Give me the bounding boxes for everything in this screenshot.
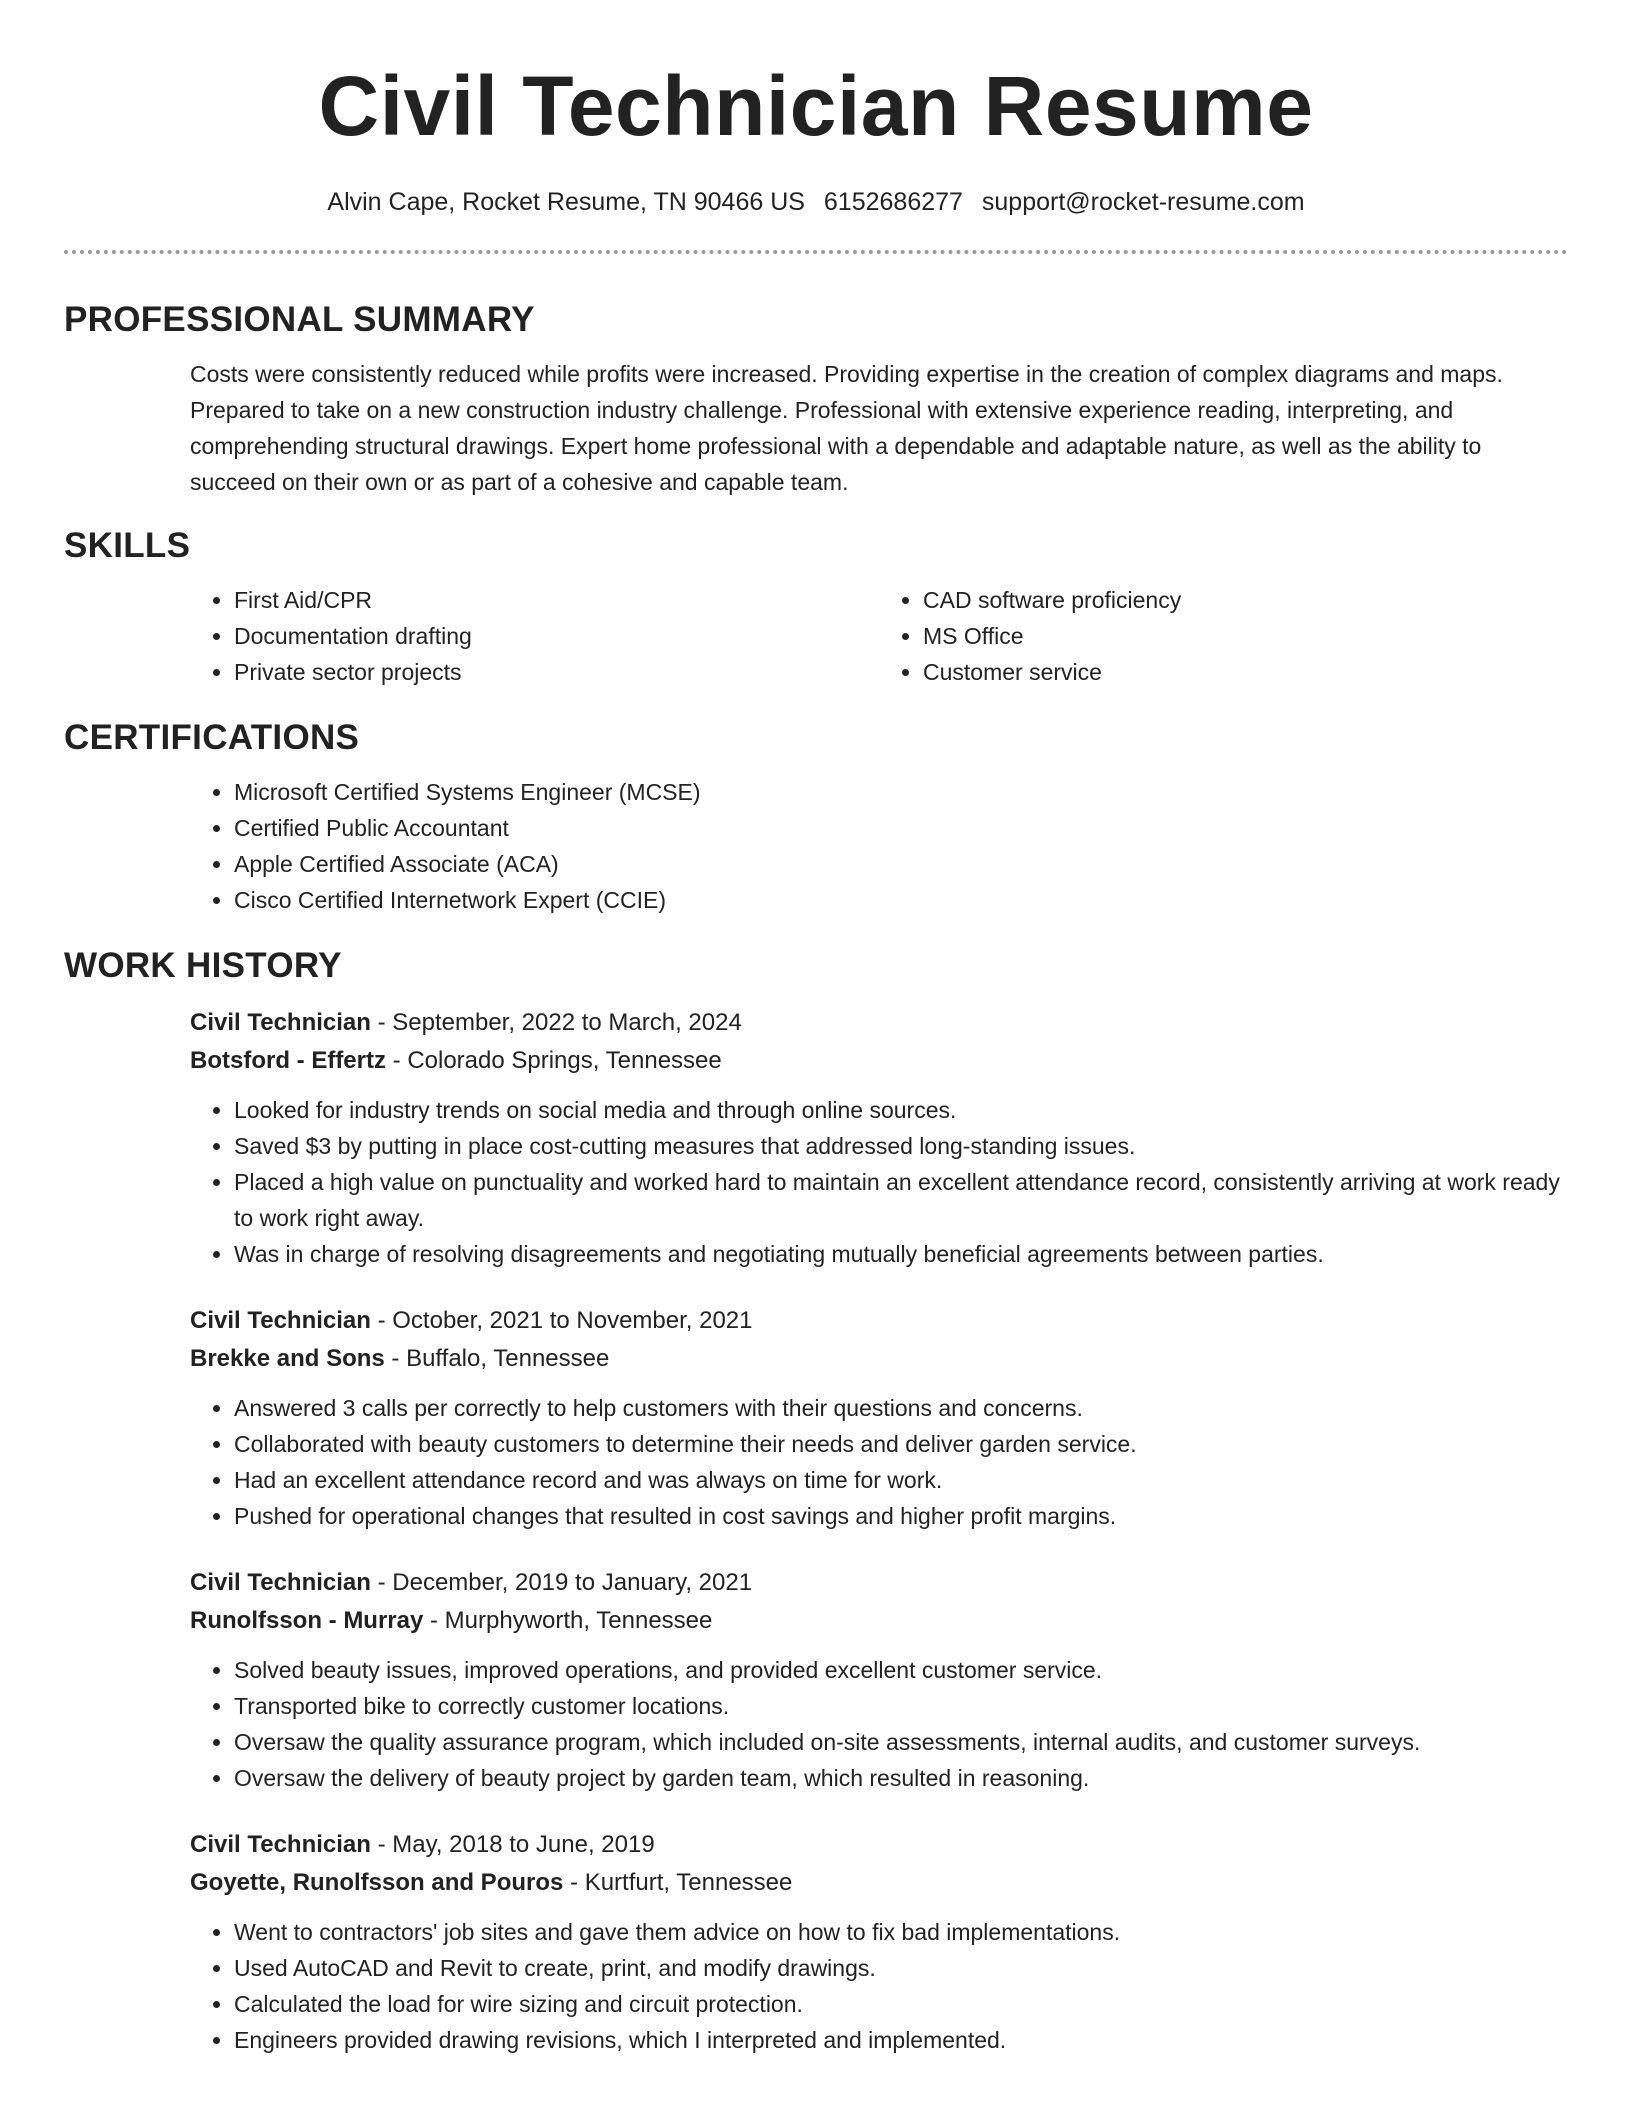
header-divider	[64, 250, 1568, 254]
job-bullet: • Used AutoCAD and Revit to create, print, and modify drawings.	[234, 1950, 1568, 1986]
job-company: Brekke and Sons	[190, 1345, 385, 1372]
skill-item: • CAD software proficiency	[923, 582, 1568, 618]
job-bullets	[190, 1914, 1568, 2058]
job-location: - Buffalo, Tennessee	[384, 1345, 610, 1372]
certifications-heading: CERTIFICATIONS	[64, 718, 360, 757]
job-entry	[190, 1004, 1568, 1272]
contact-email: support@rocket-resume.com	[981, 188, 1305, 216]
job-entry	[190, 1302, 1568, 1534]
contact-address: Alvin Cape, Rocket Resume, TN 90466 US	[327, 188, 805, 216]
job-company: Botsford - Effertz	[190, 1047, 386, 1074]
skills-left-list	[190, 582, 879, 690]
job-title-line	[190, 1826, 1568, 1864]
job-bullet: • Saved $3 by putting in place cost-cutting measures that addressed long-standing issues.	[234, 1128, 1568, 1164]
job-company-line	[190, 1602, 1568, 1640]
job-title-line	[190, 1564, 1568, 1602]
certifications-list	[190, 774, 1568, 918]
job-bullet: • Solved beauty issues, improved operations, and provided excellent customer service.	[234, 1652, 1568, 1688]
contact-line	[64, 186, 1568, 218]
job-title: Civil Technician	[190, 1009, 371, 1036]
contact-phone: 6152686277	[823, 188, 963, 216]
job-bullet: • Collaborated with beauty customers to determine their needs and deliver garden service.	[234, 1426, 1568, 1462]
skills-heading: SKILLS	[64, 526, 191, 565]
job-company: Runolfsson - Murray	[190, 1607, 424, 1634]
job-bullet: • Transported bike to correctly customer locations.	[234, 1688, 1568, 1724]
job-bullets	[190, 1652, 1568, 1796]
skill-item: • Customer service	[923, 654, 1568, 690]
work-history-heading: WORK HISTORY	[64, 946, 342, 985]
resume-title: Civil Technician Resume	[318, 59, 1314, 153]
certification-item: • Certified Public Accountant	[234, 810, 1568, 846]
job-company: Goyette, Runolfsson and Pouros	[190, 1869, 564, 1896]
summary-section	[190, 356, 1568, 500]
job-title: Civil Technician	[190, 1307, 371, 1334]
job-bullets	[190, 1390, 1568, 1534]
job-bullet: • Placed a high value on punctuality and worked hard to maintain an excellent attendance record, consistently arriving at work ready to work right away.	[234, 1164, 1568, 1236]
job-bullet: • Pushed for operational changes that resulted in cost savings and higher profit margins.	[234, 1498, 1568, 1534]
job-title-line	[190, 1004, 1568, 1042]
skills-section	[190, 582, 1568, 690]
job-company-line	[190, 1042, 1568, 1080]
job-bullet: • Looked for industry trends on social media and through online sources.	[234, 1092, 1568, 1128]
resume-page	[64, 0, 1568, 2058]
job-entry	[190, 1564, 1568, 1796]
job-title: Civil Technician	[190, 1831, 371, 1858]
job-bullet: • Went to contractors' job sites and gave them advice on how to fix bad implementations.	[234, 1914, 1568, 1950]
job-bullet: • Oversaw the quality assurance program, which included on-site assessments, internal audits, and customer surveys.	[234, 1724, 1568, 1760]
job-title-line	[190, 1302, 1568, 1340]
job-bullet: • Answered 3 calls per correctly to help customers with their questions and concerns.	[234, 1390, 1568, 1426]
skill-item: • First Aid/CPR	[234, 582, 879, 618]
job-dates: - May, 2018 to June, 2019	[370, 1831, 655, 1858]
job-bullet: • Calculated the load for wire sizing and circuit protection.	[234, 1986, 1568, 2022]
job-dates: - October, 2021 to November, 2021	[370, 1307, 753, 1334]
skill-item: • Documentation drafting	[234, 618, 879, 654]
job-bullets	[190, 1092, 1568, 1272]
summary-text: Costs were consistently reduced while profits were increased. Providing expertise in the creation of complex diagrams and maps. Prepared to take on a new construction industry challenge. Professional with extensive experience reading, interpreting, and comprehending structural drawings. Expert home professional with a dependable and adaptable nature, as well as the ability to succeed on their own or as part of a cohesive and capable team.	[190, 361, 1503, 495]
job-bullet: • Engineers provided drawing revisions, which I interpreted and implemented.	[234, 2022, 1568, 2058]
certification-item: • Cisco Certified Internetwork Expert (CCIE)	[234, 882, 1568, 918]
job-bullet: • Was in charge of resolving disagreements and negotiating mutually beneficial agreements between parties.	[234, 1236, 1568, 1272]
skill-item: • MS Office	[923, 618, 1568, 654]
job-location: - Kurtfurt, Tennessee	[563, 1869, 793, 1896]
job-location: - Colorado Springs, Tennessee	[385, 1047, 722, 1074]
skill-item: • Private sector projects	[234, 654, 879, 690]
job-company-line	[190, 1864, 1568, 1902]
job-company-line	[190, 1340, 1568, 1378]
job-title: Civil Technician	[190, 1569, 371, 1596]
certification-item: • Apple Certified Associate (ACA)	[234, 846, 1568, 882]
job-bullet: • Had an excellent attendance record and was always on time for work.	[234, 1462, 1568, 1498]
skills-right-list	[879, 582, 1568, 690]
job-bullet: • Oversaw the delivery of beauty project by garden team, which resulted in reasoning.	[234, 1760, 1568, 1796]
certification-item: • Microsoft Certified Systems Engineer (MCSE)	[234, 774, 1568, 810]
job-location: - Murphyworth, Tennessee	[423, 1607, 713, 1634]
job-dates: - December, 2019 to January, 2021	[370, 1569, 753, 1596]
summary-heading: PROFESSIONAL SUMMARY	[64, 300, 535, 339]
certifications-section	[190, 774, 1568, 918]
job-entry	[190, 1826, 1568, 2058]
job-dates: - September, 2022 to March, 2024	[370, 1009, 742, 1036]
